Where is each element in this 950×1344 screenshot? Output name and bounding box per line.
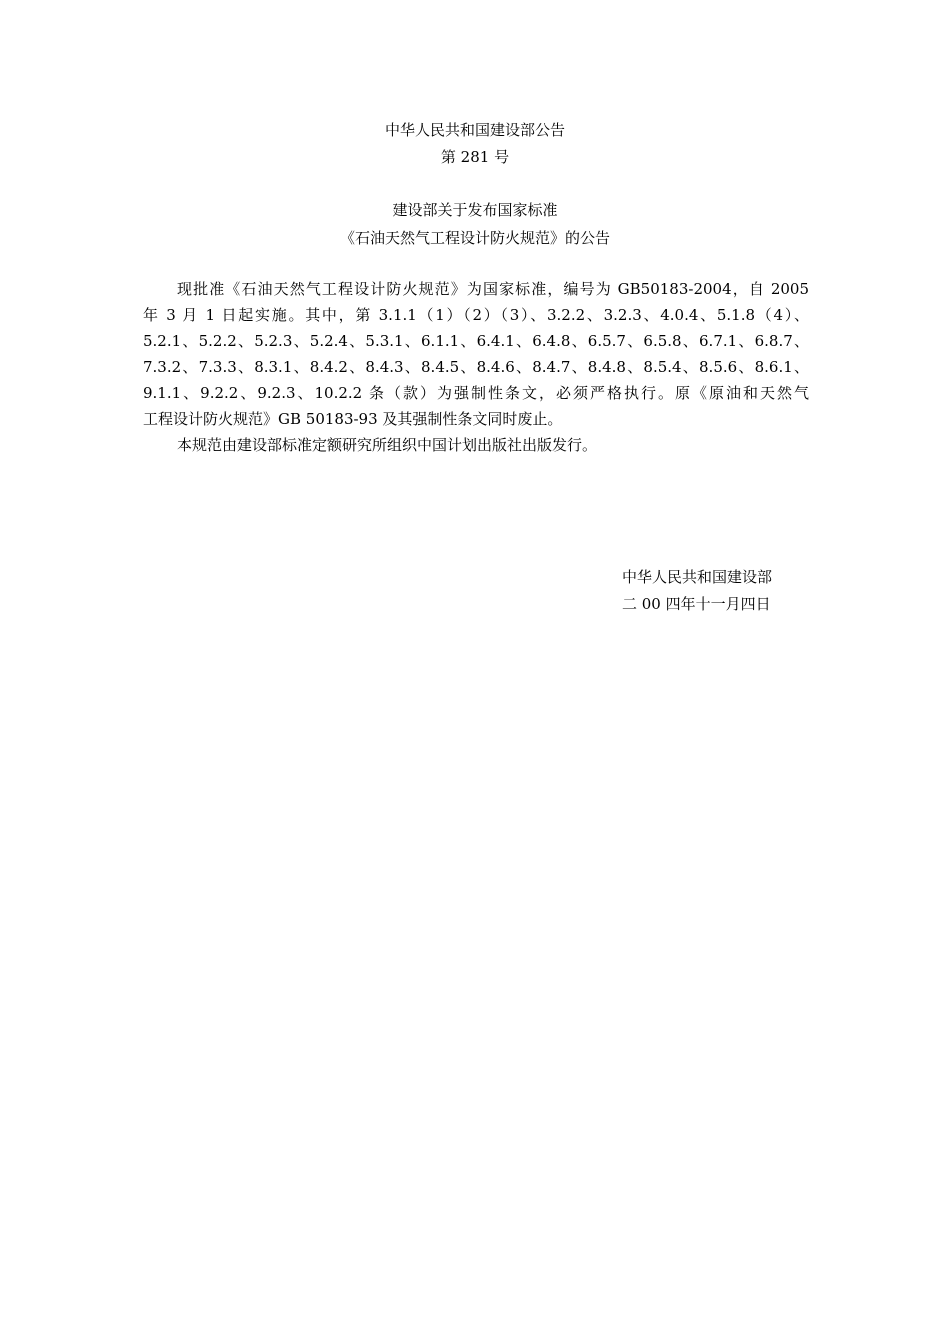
announcement-title-line1: 建设部关于发布国家标准 [392,201,558,219]
announcement-number: 第 281 号 [440,148,510,166]
paragraph-line: 工程设计防火规范》GB 50183-93 及其强制性条文同时废止。 [143,410,563,428]
paragraph-line: 年 3 月 1 日起实施。其中，第 3.1.1（1）（2）（3）、3.2.2、3.2.3、4.0.4、5.1.8（4）、 [143,306,809,324]
signature-issuer: 中华人民共和国建设部 [622,568,773,586]
paragraph-line: 9.1.1、9.2.2、9.2.3、10.2.2 条（款）为强制性条文，必须严格执行。原《原油和天然气 [143,384,809,402]
paragraph-line: 5.2.1、5.2.2、5.2.3、5.2.4、5.3.1、6.1.1、6.4.1、6.4.8、6.5.7、6.5.8、6.7.1、6.8.7、 [143,332,809,350]
body-paragraph-2: 本规范由建设部标准定额研究所组织中国计划出版社出版发行。 [177,436,598,454]
announcement-title-line2: 《石油天然气工程设计防火规范》的公告 [339,229,610,247]
paragraph-line: 7.3.2、7.3.3、8.3.1、8.4.2、8.4.3、8.4.5、8.4.6、8.4.7、8.4.8、8.5.4、8.5.6、8.6.1、 [143,358,809,376]
issuer-title: 中华人民共和国建设部公告 [384,121,565,139]
signature-date: 二 00 四年十一月四日 [622,595,771,613]
paragraph-line: 现批准《石油天然气工程设计防火规范》为国家标准，编号为 GB50183-2004，自 2005 [177,280,809,298]
